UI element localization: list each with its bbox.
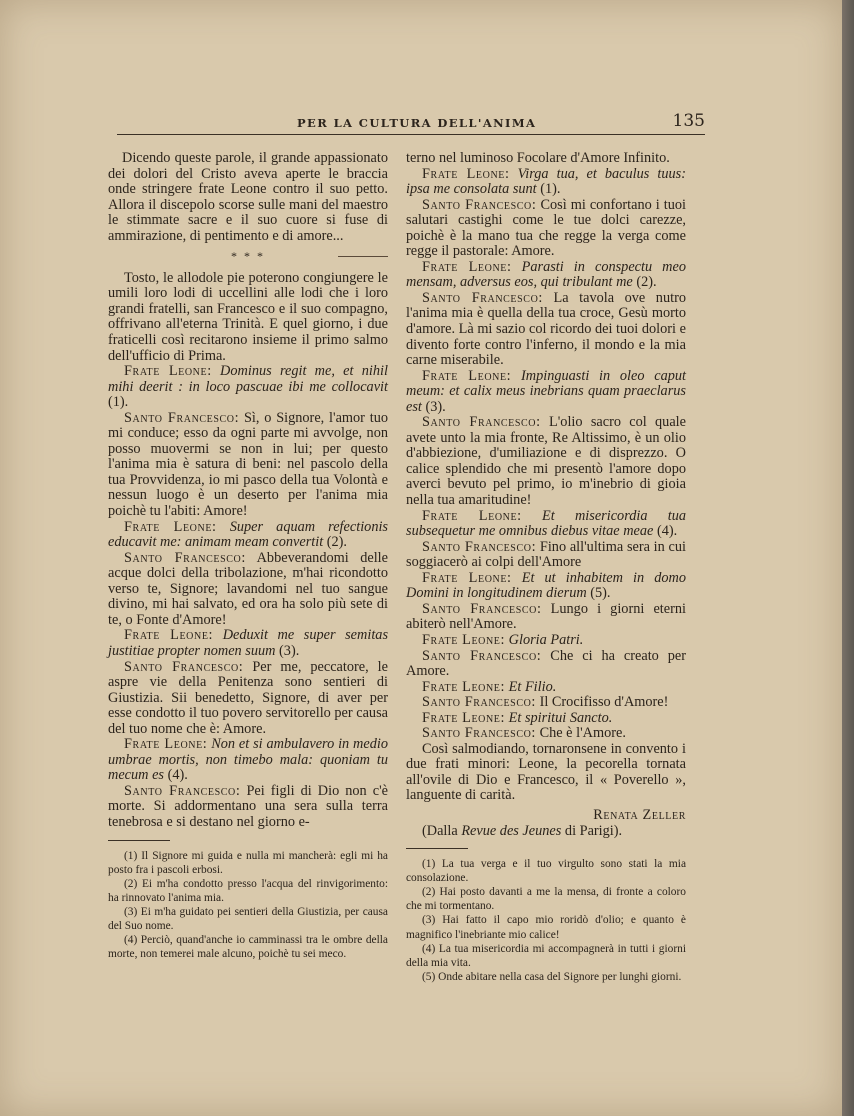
page-number: 135: [672, 111, 705, 131]
speaker-label: Santo Francesco:: [422, 414, 541, 431]
speaker-label: Frate Leone:: [124, 363, 212, 380]
speaker-label: Frate Leone:: [124, 627, 214, 644]
speaker-label: Frate Leone:: [422, 709, 506, 726]
dialogue-line: [406, 369, 686, 416]
dialogue-line: [406, 540, 686, 571]
speaker-label: Santo Francesco:: [422, 725, 536, 742]
footnote: (3) Ei m'ha guidato pei sentieri della Giustizia, per causa del Suo nome.: [108, 905, 388, 932]
source-title: Revue des Jeunes: [461, 822, 562, 839]
footnote: (4) Perciò, quand'anche io camminassi tra le ombre della morte, non temerei male alcuno, poichè tu sei meco.: [108, 934, 388, 961]
dialogue-text: Il Crocifisso d'Amore!: [539, 694, 669, 711]
speaker-label: Santo Francesco:: [422, 647, 542, 664]
dialogue-line: [406, 695, 686, 711]
dialogue-line: [108, 660, 388, 738]
latin-verse: Impinguasti in oleo caput meum: et calix meus inebrians quam praeclarus est: [406, 367, 687, 415]
dialogue-line: [406, 571, 686, 602]
source-suffix: di Parigi).: [564, 822, 623, 839]
dialogue-line: [406, 415, 686, 508]
footnote-ref: (2).: [326, 534, 348, 551]
ornament-dash: [338, 256, 388, 257]
speaker-label: Frate Leone:: [124, 736, 208, 753]
footnote-ref: (5).: [590, 585, 611, 602]
footnote: (1) La tua verga e il tuo virgulto sono stati la mia consolazione.: [406, 858, 686, 885]
dialogue-text: Che è l'Amore.: [539, 725, 626, 742]
speaker-label: Frate Leone:: [124, 518, 217, 535]
footnote-ref: (4).: [656, 523, 678, 540]
left-column: [108, 151, 388, 961]
right-column: [406, 151, 686, 984]
dialogue-text: Così mi confortano i tuoi salutari castighi come le tue dolci carezze, poichè è la mano tua che regge la verga come regge il pastorale: Amore.: [406, 196, 686, 260]
dialogue-line: [406, 711, 686, 727]
latin-verse: Deduxit me super semitas justitiae propter nomen suum: [108, 627, 389, 659]
speaker-label: Frate Leone:: [422, 258, 512, 275]
dialogue-line: [108, 628, 388, 659]
dialogue-line: [108, 411, 388, 520]
footnote: (2) Ei m'ha condotto presso l'acqua del rinvigorimento: ha rinnovato l'anima mia.: [108, 877, 388, 904]
speaker-label: Frate Leone:: [422, 569, 512, 586]
dialogue-line: [108, 364, 388, 411]
dialogue-line: [108, 520, 388, 551]
dialogue-text: Per me, peccatore, le aspre vie della Penitenza sono sentieri di Giustizia. Sii benedetto, Signore, di aver per esse condotto il tuo povero servitorello per causa del tuo nome che è: Amore.: [108, 658, 388, 737]
speaker-label: Frate Leone:: [422, 165, 510, 182]
speaker-label: Frate Leone:: [422, 507, 522, 524]
speaker-label: Santo Francesco:: [124, 658, 244, 675]
source-prefix: (Dalla: [422, 822, 458, 839]
speaker-label: Frate Leone:: [422, 367, 512, 384]
footnote-ref: (1).: [540, 181, 561, 198]
dialogue-text: Lungo i giorni eterni abiterò nell'Amore.: [406, 600, 686, 633]
speaker-label: Frate Leone:: [422, 631, 506, 648]
dialogue-line: [406, 291, 686, 369]
latin-verse: Super aquam refectionis educavit me: animam meam convertit: [108, 518, 388, 551]
speaker-label: Santo Francesco:: [422, 289, 543, 306]
speaker-label: Santo Francesco:: [422, 694, 536, 711]
dialogue-text: Sì, o Signore, l'amor tuo mi conduce; esso da ogni parte mi avvolge, non posso muovermi se non in lui; per questo l'anima mia è satura di beni: nel pascolo della tua Provvidenza, io mi pasco della tua Volontà e nessun luogo è un deserto per l'anima mia poichè tu l'abiti: Amore!: [108, 409, 388, 520]
page-edge-shadow: [842, 0, 854, 1116]
latin-verse: Virga tua, et baculus tuus: ipsa me consolata sunt: [406, 165, 686, 198]
page-header: [117, 111, 705, 135]
running-title: PER LA CULTURA DELL'ANIMA: [297, 116, 537, 130]
section-break: * * *: [231, 249, 265, 264]
speaker-label: Santo Francesco:: [422, 600, 542, 617]
source-credit: [406, 824, 686, 840]
latin-verse: Non et si ambulavero in medio umbrae mortis, non timebo mala: quoniam tu mecum es: [108, 736, 388, 784]
footnote: (5) Onde abitare nella casa del Signore per lunghi giorni.: [422, 970, 682, 983]
dialogue-line: [108, 551, 388, 629]
dialogue-line: [406, 649, 686, 680]
dialogue-line: [406, 602, 686, 633]
dialogue-text: Abbeverandomi delle acque dolci della tribolazione, m'hai ricondotto verso te, Signore; lavandomi nel tuo sangue divino, mi hai salvato, ed ora ha solo più sete di te, o Fonte d'Amore!: [108, 549, 388, 628]
dialogue-line: [108, 737, 388, 784]
footnote-rule: [108, 840, 170, 841]
footnote: (1) Il Signore mi guida e nulla mi mancherà: egli mi ha posto fra i pascoli erbosi.: [108, 849, 388, 876]
footnote: (4) La tua misericordia mi accompagnerà in tutti i giorni della mia vita.: [406, 942, 686, 969]
speaker-label: Santo Francesco:: [124, 549, 246, 566]
paragraph: Tosto, le allodole pie poterono congiungere le umili loro lodi di uccellini alle lodi che i loro grandi fratelli, san Francesco e il suo compagno, offrivano all'eterna Trinità. E quel giorno, i due fraticelli così recitarono insieme il primo salmo dell'ufficio di Prima.: [108, 269, 388, 364]
footnote-ref: (4).: [167, 767, 188, 784]
dialogue-line: [406, 680, 686, 696]
dialogue-text: La tavola ove nutro l'anima mia è quella della tua croce, Gesù morto d'amore. Là mi sazio col ricordo dei tuoi dolori e divento forte contro l'inferno, il mondo e la mia carne miserabile.: [406, 289, 686, 369]
latin-verse: Et misericordia tua subsequetur me omnibus diebus vitae meae: [406, 507, 687, 540]
dialogue-line: [406, 167, 686, 198]
latin-verse: Gloria Patri.: [508, 631, 584, 648]
dialogue-line: [108, 784, 388, 831]
footnote-rule: [406, 848, 468, 849]
speaker-label: Santo Francesco:: [422, 538, 537, 555]
paragraph: terno nel luminoso Focolare d'Amore Infinito.: [406, 150, 670, 166]
dialogue-line: [406, 509, 686, 540]
dialogue-line: [406, 260, 686, 291]
paragraph: Così salmodiando, tornaronsene in convento i due frati minori: Leone, la pecorella tornata all'ovile di Dio e Francesco, il « Poverello », languente di carità.: [406, 740, 686, 804]
paragraph: Dicendo queste parole, il grande appassionato dei dolori del Cristo aveva aperte le braccia onde stringere frate Leone contro il suo petto. Allora il discepolo scorse sulle mani del maestro le stimmate sacre e il suo cuore si fuse di ammirazione, di pentimento e di amore...: [108, 150, 388, 244]
speaker-label: Santo Francesco:: [422, 196, 537, 213]
footnote-ref: (1).: [108, 394, 129, 411]
speaker-label: Santo Francesco:: [124, 782, 241, 799]
latin-verse: Dominus regit me, et nihil mihi deerit : in loco pascuae ibi me collocavit: [108, 363, 388, 395]
footnote-ref: (2).: [636, 274, 657, 291]
dialogue-text: Fino all'ultima sera in cui soggiacerò ai colpi dell'Amore: [406, 538, 686, 571]
speaker-label: Santo Francesco:: [124, 409, 240, 426]
footnote-ref: (3).: [425, 398, 446, 415]
latin-verse: Parasti in conspectu meo mensam, adversus eos, qui tribulant me: [406, 258, 687, 291]
latin-verse: Et ut inhabitem in domo Domini in longitudinem dierum: [406, 569, 687, 602]
author-signature: Renata Zeller: [593, 806, 686, 823]
speaker-label: Frate Leone:: [422, 678, 506, 695]
dialogue-text: L'olio sacro col quale avete unto la mia fronte, Re Altissimo, è un olio d'abbiezione, d'umiliazione e di disprezzo. O calice splendido che mi presentò l'amore dopo averci bevuto pel primo, io m'inebrio di gioia nella tua amaritudine!: [406, 414, 686, 509]
dialogue-line: [406, 726, 686, 742]
dialogue-line: [406, 633, 686, 649]
dialogue-text: Pei figli di Dio non c'è morte. Si addormentano una sera sulla terra tenebrosa e si destano nel giorno e-: [108, 782, 388, 830]
latin-verse: Et spiritui Sancto.: [508, 709, 613, 726]
dialogue-text: Che ci ha creato per Amore.: [406, 647, 686, 680]
latin-verse: Et Filio.: [508, 678, 557, 695]
dialogue-line: [406, 198, 686, 260]
footnote: (3) Hai fatto il capo mio roridò d'olio; e quanto è magnifico l'inebriante mio calice!: [406, 914, 686, 941]
footnote: (2) Hai posto davanti a me la mensa, di fronte a coloro che mi tormentano.: [406, 886, 686, 913]
footnote-ref: (3).: [279, 642, 300, 659]
